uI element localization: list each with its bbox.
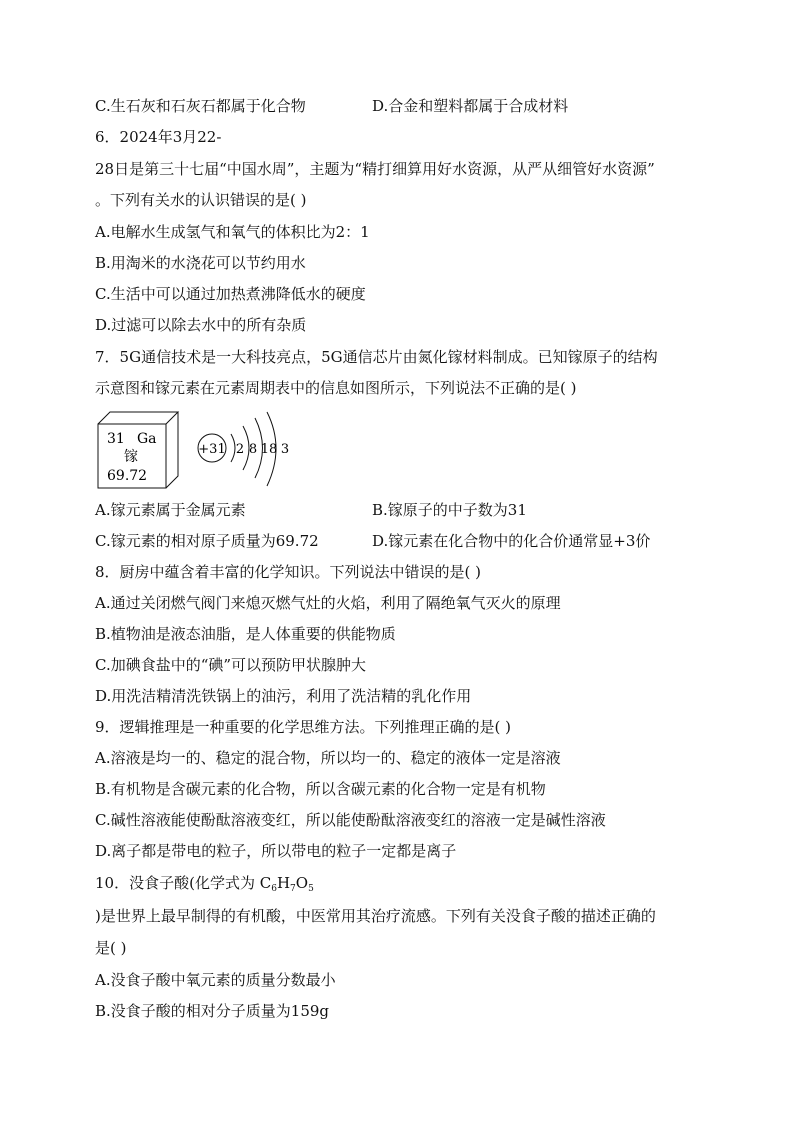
shell-4-electrons: 3 bbox=[280, 442, 290, 457]
q7-option-c: C.镓元素的相对原子质量为69.72 bbox=[95, 532, 319, 550]
q8-option-b: B.植物油是液态油脂，是人体重要的供能物质 bbox=[95, 625, 396, 643]
q7-stem-line2: 示意图和镓元素在元素周期表中的信息如图所示，下列说法不正确的是( ) bbox=[95, 379, 577, 397]
q5-option-d: D.合金和塑料都属于合成材料 bbox=[372, 97, 569, 115]
q6-stem-line1: 6．2024年3月22- bbox=[95, 128, 222, 146]
q10-option-b: B.没食子酸的相对分子质量为159g bbox=[95, 1002, 330, 1020]
formula-o-count: 5 bbox=[308, 884, 314, 894]
shell-arc-1 bbox=[231, 434, 235, 462]
q9-stem: 9．逻辑推理是一种重要的化学思维方法。下列推理正确的是( ) bbox=[95, 718, 512, 736]
q7-stem-line1: 7．5G通信技术是一大科技亮点，5G通信芯片由氮化镓材料制成。已知镓原子的结构 bbox=[95, 348, 658, 366]
atomic-number: 31 bbox=[107, 431, 125, 447]
formula-h: H bbox=[276, 874, 291, 892]
cell-side-face bbox=[166, 412, 178, 488]
q8-option-a: A.通过关闭燃气阀门来熄灭燃气灶的火焰，利用了隔绝氧气灭火的原理 bbox=[95, 594, 561, 612]
q10-stem-line1 bbox=[95, 873, 314, 893]
gallium-figure bbox=[97, 410, 297, 490]
formula-c-count: 6 bbox=[271, 884, 277, 894]
q7-option-b: B.镓原子的中子数为31 bbox=[372, 501, 527, 519]
q9-option-b: B.有机物是含碳元素的化合物，所以含碳元素的化合物一定是有机物 bbox=[95, 780, 546, 798]
q6-stem-line2: 28日是第三十七届“中国水周”，主题为“精打细算用好水资源，从严从细管好水资源” bbox=[95, 160, 655, 178]
shell-1-electrons: 2 bbox=[235, 442, 245, 457]
cell-top-face bbox=[98, 412, 178, 424]
shell-2-electrons: 8 bbox=[248, 442, 258, 457]
q9-option-a: A.溶液是均一的、稳定的混合物，所以均一的、稳定的液体一定是溶液 bbox=[95, 749, 561, 767]
formula-c: C bbox=[259, 874, 272, 892]
q8-option-c: C.加碘食盐中的“碘”可以预防甲状腺肿大 bbox=[95, 656, 367, 674]
element-symbol: Ga bbox=[137, 431, 157, 447]
nucleus-charge: +31 bbox=[198, 442, 226, 457]
q7-option-a: A.镓元素属于金属元素 bbox=[95, 501, 246, 519]
q9-option-c: C.碱性溶液能使酚酞溶液变红，所以能使酚酞溶液变红的溶液一定是碱性溶液 bbox=[95, 811, 606, 829]
q5-option-c: C.生石灰和石灰石都属于化合物 bbox=[95, 97, 306, 115]
atomic-mass: 69.72 bbox=[107, 468, 148, 484]
q10-stem-line2: )是世界上最早制得的有机酸，中医常用其治疗流感。下列有关没食子酸的描述正确的 bbox=[95, 907, 656, 925]
chemical-formula bbox=[260, 874, 314, 892]
q6-option-d: D.过滤可以除去水中的所有杂质 bbox=[95, 316, 307, 334]
q6-option-c: C.生活中可以通过加热煮沸降低水的硬度 bbox=[95, 285, 366, 303]
q10-option-a: A.没食子酸中氧元素的质量分数最小 bbox=[95, 971, 336, 989]
q8-option-d: D.用洗洁精清洗铁锅上的油污，利用了洗洁精的乳化作用 bbox=[95, 687, 472, 705]
q7-option-d: D.镓元素在化合物中的化合价通常显+3价 bbox=[372, 532, 651, 550]
gallium-figure-svg bbox=[97, 410, 297, 490]
q10-stem-line3: 是( ) bbox=[95, 939, 127, 957]
element-name: 镓 bbox=[124, 449, 138, 465]
q6-option-b: B.用淘米的水浇花可以节约用水 bbox=[95, 254, 306, 272]
q8-stem: 8．厨房中蕴含着丰富的化学知识。下列说法中错误的是( ) bbox=[95, 563, 482, 581]
formula-o: O bbox=[295, 874, 309, 892]
shell-3-electrons: 18 bbox=[260, 442, 278, 457]
formula-h-count: 7 bbox=[290, 884, 296, 894]
q6-stem-line3: 。下列有关水的认识错误的是( ) bbox=[95, 191, 307, 209]
q9-option-d: D.离子都是带电的粒子，所以带电的粒子一定都是离子 bbox=[95, 842, 457, 860]
q6-option-a: A.电解水生成氢气和氧气的体积比为2：1 bbox=[95, 223, 370, 241]
q10-stem-prefix: 10．没食子酸(化学式为 bbox=[95, 874, 260, 892]
